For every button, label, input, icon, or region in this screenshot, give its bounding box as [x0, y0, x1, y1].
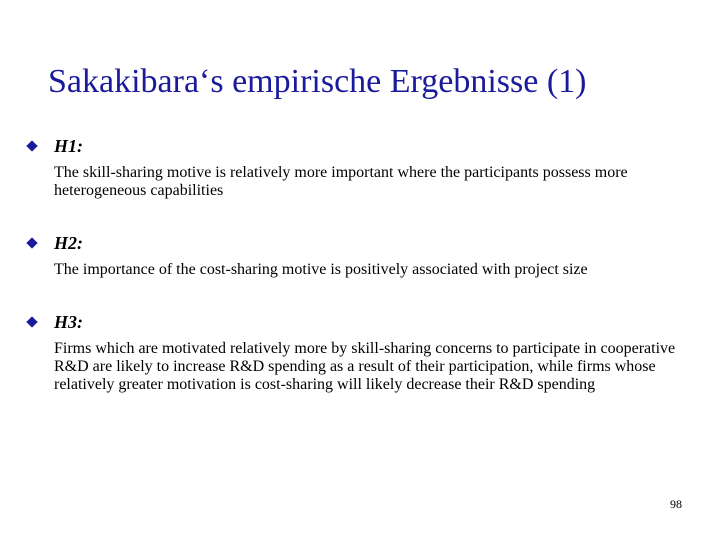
bullet-item-h1 [26, 136, 676, 200]
bullet-list [26, 136, 676, 394]
hypothesis-heading: H2: [54, 233, 83, 253]
page-number: 98 [670, 497, 682, 511]
hypothesis-heading: H3: [54, 312, 83, 332]
bullet-item-h2 [26, 233, 676, 279]
hypothesis-heading: H1: [54, 136, 83, 156]
hypothesis-text: Firms which are motivated relatively more by skill-sharing concerns to participate in cooperative R&D are likely to increase R&D spending as a result of their participation, while firms whose relatively greater motivation is cost-sharing will likely decrease their R&D spending [54, 340, 676, 393]
slide-title: Sakakibara‘s empirische Ergebnisse (1) [48, 63, 587, 100]
bullet-item-h3 [26, 312, 676, 394]
diamond-bullet-icon [26, 237, 37, 248]
hypothesis-text: The skill-sharing motive is relatively more important where the participants possess more heterogeneous capabilities [54, 164, 628, 199]
hypothesis-text: The importance of the cost-sharing motive is positively associated with project size [54, 261, 588, 278]
diamond-bullet-icon [26, 316, 37, 327]
diamond-bullet-icon [26, 140, 37, 151]
